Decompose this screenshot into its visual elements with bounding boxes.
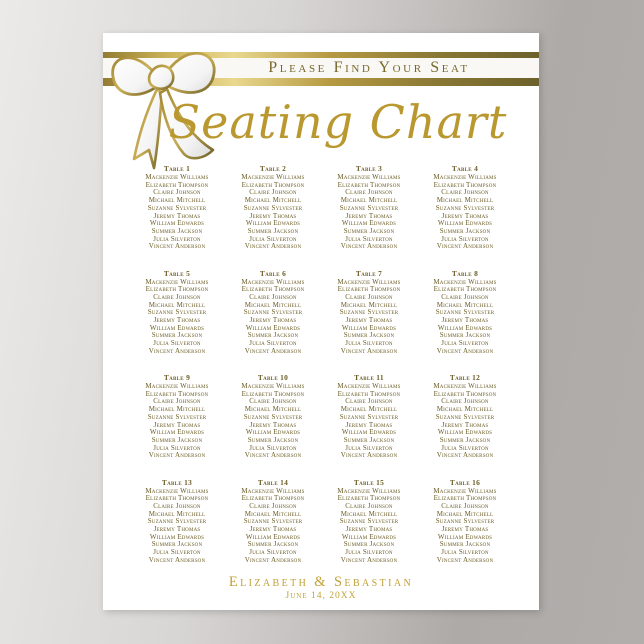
guest-name: Elizabeth Thompson bbox=[433, 180, 497, 189]
table-label: Table 7 bbox=[355, 268, 383, 278]
banner-text: Please Find Your Seat bbox=[268, 59, 470, 76]
guest-name: Jeremy Thomas bbox=[441, 420, 489, 429]
guest-name: Mackenzie Williams bbox=[433, 277, 497, 286]
guest-name: Vincent Anderson bbox=[148, 555, 206, 564]
guest-name: Claire Johnson bbox=[441, 188, 489, 197]
guest-name: Jeremy Thomas bbox=[441, 211, 489, 220]
guest-name: Elizabeth Thompson bbox=[241, 389, 305, 398]
table-label: Table 4 bbox=[451, 164, 479, 173]
guest-name: Jeremy Thomas bbox=[249, 420, 297, 429]
table-cell bbox=[131, 373, 223, 459]
guest-name: Jeremy Thomas bbox=[249, 525, 297, 534]
guest-name: William Edwards bbox=[437, 428, 493, 437]
guest-name: Mackenzie Williams bbox=[241, 277, 305, 286]
guest-name: Mackenzie Williams bbox=[145, 173, 209, 181]
guest-name: Julia Silverton bbox=[249, 339, 297, 348]
guest-name: Suzanne Sylvester bbox=[147, 203, 207, 212]
table-cell bbox=[323, 164, 415, 250]
table-cell bbox=[131, 164, 223, 250]
guest-name: Vincent Anderson bbox=[148, 242, 206, 251]
guest-name: Julia Silverton bbox=[345, 234, 393, 243]
guest-name: Suzanne Sylvester bbox=[339, 412, 399, 421]
table-label: Table 12 bbox=[449, 373, 481, 382]
guest-name: Michael Mitchell bbox=[340, 509, 398, 518]
guest-name: Mackenzie Williams bbox=[145, 382, 209, 390]
guest-name: Claire Johnson bbox=[249, 292, 297, 301]
guest-name: Elizabeth Thompson bbox=[337, 494, 401, 503]
table-cell bbox=[227, 164, 319, 250]
guest-name: Mackenzie Williams bbox=[433, 486, 497, 495]
guest-name: William Edwards bbox=[149, 428, 205, 437]
guest-name: Michael Mitchell bbox=[436, 300, 494, 309]
guest-name: Elizabeth Thompson bbox=[337, 389, 401, 398]
guest-name: Julia Silverton bbox=[249, 443, 297, 452]
guest-name: Michael Mitchell bbox=[148, 405, 206, 414]
table-cell bbox=[419, 373, 511, 459]
guest-name: Elizabeth Thompson bbox=[145, 389, 209, 398]
tables-grid bbox=[131, 164, 511, 564]
table-label: Table 3 bbox=[355, 164, 383, 173]
guest-name: Jeremy Thomas bbox=[345, 211, 393, 220]
poster-title-text: Seating Chart bbox=[168, 95, 508, 149]
guest-name: Suzanne Sylvester bbox=[339, 203, 399, 212]
guest-name: Julia Silverton bbox=[249, 548, 297, 557]
guest-name: Julia Silverton bbox=[441, 339, 489, 348]
table-cell bbox=[419, 269, 511, 355]
guest-name: Claire Johnson bbox=[153, 188, 201, 197]
guest-name: Claire Johnson bbox=[249, 397, 297, 406]
guest-name: Summer Jackson bbox=[247, 226, 299, 235]
guest-name: Michael Mitchell bbox=[340, 300, 398, 309]
guest-name: Michael Mitchell bbox=[436, 509, 494, 518]
guest-name: Michael Mitchell bbox=[340, 196, 398, 205]
guest-name: Michael Mitchell bbox=[436, 405, 494, 414]
guest-name: Summer Jackson bbox=[151, 540, 203, 549]
guest-name: Summer Jackson bbox=[439, 540, 491, 549]
guest-name: Jeremy Thomas bbox=[153, 211, 201, 220]
guest-name: Michael Mitchell bbox=[148, 300, 206, 309]
guest-name: Julia Silverton bbox=[345, 339, 393, 348]
guest-name: William Edwards bbox=[245, 428, 301, 437]
guest-name: Claire Johnson bbox=[345, 397, 393, 406]
guest-name: William Edwards bbox=[437, 219, 493, 228]
guest-name: William Edwards bbox=[245, 323, 301, 332]
guest-name: Jeremy Thomas bbox=[441, 525, 489, 534]
guest-name: Jeremy Thomas bbox=[249, 316, 297, 325]
table-label: Table 2 bbox=[259, 164, 287, 173]
guest-name: Vincent Anderson bbox=[244, 242, 302, 251]
guest-name: Michael Mitchell bbox=[244, 405, 302, 414]
guest-name: Michael Mitchell bbox=[244, 300, 302, 309]
table-label: Table 16 bbox=[449, 477, 481, 487]
table-cell bbox=[323, 269, 415, 355]
table-cell bbox=[227, 373, 319, 459]
guest-name: Elizabeth Thompson bbox=[241, 494, 305, 503]
guest-name: William Edwards bbox=[149, 219, 205, 228]
guest-name: Michael Mitchell bbox=[244, 509, 302, 518]
guest-name: Mackenzie Williams bbox=[337, 486, 401, 495]
table-label: Table 9 bbox=[163, 373, 191, 382]
guest-name: William Edwards bbox=[437, 532, 493, 541]
guest-name: Summer Jackson bbox=[439, 226, 491, 235]
guest-name: Julia Silverton bbox=[441, 234, 489, 243]
table-label: Table 10 bbox=[257, 373, 289, 382]
guest-name: Mackenzie Williams bbox=[337, 173, 401, 181]
guest-name: Vincent Anderson bbox=[340, 555, 398, 564]
guest-name: William Edwards bbox=[149, 532, 205, 541]
poster-title bbox=[103, 89, 539, 155]
guest-name: Suzanne Sylvester bbox=[147, 308, 207, 317]
table-label: Table 13 bbox=[161, 477, 193, 487]
guest-name: William Edwards bbox=[341, 532, 397, 541]
guest-name: Claire Johnson bbox=[249, 188, 297, 197]
table-label: Table 6 bbox=[259, 268, 287, 278]
guest-name: Vincent Anderson bbox=[436, 451, 494, 460]
guest-name: Elizabeth Thompson bbox=[337, 285, 401, 294]
guest-name: Suzanne Sylvester bbox=[147, 412, 207, 421]
guest-name: Summer Jackson bbox=[439, 331, 491, 340]
guest-name: Claire Johnson bbox=[441, 292, 489, 301]
couple-names: Elizabeth & Sebastian bbox=[228, 574, 414, 590]
guest-name: Julia Silverton bbox=[249, 234, 297, 243]
guest-name: Suzanne Sylvester bbox=[243, 517, 303, 526]
guest-name: Claire Johnson bbox=[345, 501, 393, 510]
guest-name: Julia Silverton bbox=[345, 443, 393, 452]
guest-name: Julia Silverton bbox=[153, 234, 201, 243]
guest-name: Elizabeth Thompson bbox=[145, 180, 209, 189]
guest-name: Vincent Anderson bbox=[436, 555, 494, 564]
guest-name: Mackenzie Williams bbox=[241, 486, 305, 495]
guest-name: Elizabeth Thompson bbox=[337, 180, 401, 189]
guest-name: Claire Johnson bbox=[345, 292, 393, 301]
guest-name: Summer Jackson bbox=[343, 226, 395, 235]
guest-name: Jeremy Thomas bbox=[345, 420, 393, 429]
guest-name: Vincent Anderson bbox=[340, 242, 398, 251]
guest-name: Michael Mitchell bbox=[148, 509, 206, 518]
guest-name: Mackenzie Williams bbox=[433, 382, 497, 390]
table-label: Table 8 bbox=[451, 268, 479, 278]
guest-name: Summer Jackson bbox=[151, 331, 203, 340]
guest-name: Vincent Anderson bbox=[436, 242, 494, 251]
guest-name: Suzanne Sylvester bbox=[435, 308, 495, 317]
guest-name: Vincent Anderson bbox=[340, 346, 398, 355]
guest-name: Vincent Anderson bbox=[340, 451, 398, 460]
guest-name: Julia Silverton bbox=[441, 443, 489, 452]
guest-name: Summer Jackson bbox=[151, 226, 203, 235]
guest-name: Claire Johnson bbox=[441, 397, 489, 406]
guest-name: Michael Mitchell bbox=[244, 196, 302, 205]
guest-name: Claire Johnson bbox=[249, 501, 297, 510]
guest-name: Mackenzie Williams bbox=[241, 173, 305, 181]
guest-name: William Edwards bbox=[245, 219, 301, 228]
guest-name: Elizabeth Thompson bbox=[241, 180, 305, 189]
guest-name: Jeremy Thomas bbox=[153, 316, 201, 325]
guest-name: Vincent Anderson bbox=[436, 346, 494, 355]
table-label: Table 15 bbox=[353, 477, 385, 487]
table-cell bbox=[323, 373, 415, 459]
table-label: Table 5 bbox=[163, 268, 191, 278]
guest-name: Mackenzie Williams bbox=[145, 277, 209, 286]
guest-name: Elizabeth Thompson bbox=[433, 285, 497, 294]
guest-name: Claire Johnson bbox=[345, 188, 393, 197]
poster-footer bbox=[103, 574, 539, 602]
guest-name: Jeremy Thomas bbox=[153, 420, 201, 429]
guest-name: Suzanne Sylvester bbox=[435, 203, 495, 212]
guest-name: William Edwards bbox=[341, 428, 397, 437]
guest-name: Elizabeth Thompson bbox=[145, 494, 209, 503]
guest-name: Jeremy Thomas bbox=[153, 525, 201, 534]
guest-name: Mackenzie Williams bbox=[145, 486, 209, 495]
guest-name: Vincent Anderson bbox=[244, 555, 302, 564]
guest-name: Jeremy Thomas bbox=[345, 316, 393, 325]
guest-name: Vincent Anderson bbox=[148, 346, 206, 355]
guest-name: William Edwards bbox=[245, 532, 301, 541]
guest-name: Julia Silverton bbox=[153, 443, 201, 452]
guest-name: Michael Mitchell bbox=[436, 196, 494, 205]
seating-chart-poster bbox=[103, 33, 539, 610]
guest-name: Mackenzie Williams bbox=[241, 382, 305, 390]
table-cell bbox=[131, 478, 223, 564]
table-label: Table 1 bbox=[163, 164, 191, 173]
guest-name: William Edwards bbox=[341, 323, 397, 332]
guest-name: Summer Jackson bbox=[343, 540, 395, 549]
guest-name: Summer Jackson bbox=[247, 540, 299, 549]
guest-name: Suzanne Sylvester bbox=[243, 412, 303, 421]
guest-name: Suzanne Sylvester bbox=[243, 308, 303, 317]
guest-name: Claire Johnson bbox=[153, 292, 201, 301]
guest-name: Julia Silverton bbox=[345, 548, 393, 557]
table-cell bbox=[419, 164, 511, 250]
guest-name: Elizabeth Thompson bbox=[433, 494, 497, 503]
guest-name: Julia Silverton bbox=[153, 339, 201, 348]
guest-name: Suzanne Sylvester bbox=[147, 517, 207, 526]
guest-name: Elizabeth Thompson bbox=[241, 285, 305, 294]
guest-name: Jeremy Thomas bbox=[345, 525, 393, 534]
guest-name: Suzanne Sylvester bbox=[339, 308, 399, 317]
guest-name: Elizabeth Thompson bbox=[145, 285, 209, 294]
guest-name: Michael Mitchell bbox=[340, 405, 398, 414]
guest-name: Michael Mitchell bbox=[148, 196, 206, 205]
guest-name: Julia Silverton bbox=[441, 548, 489, 557]
guest-name: Jeremy Thomas bbox=[249, 211, 297, 220]
guest-name: William Edwards bbox=[149, 323, 205, 332]
table-label: Table 14 bbox=[257, 477, 289, 487]
guest-name: Vincent Anderson bbox=[148, 451, 206, 460]
guest-name: Claire Johnson bbox=[153, 397, 201, 406]
event-date: June 14, 20XX bbox=[285, 591, 357, 601]
guest-name: Summer Jackson bbox=[439, 435, 491, 444]
table-cell bbox=[419, 478, 511, 564]
guest-name: Suzanne Sylvester bbox=[435, 517, 495, 526]
guest-name: Jeremy Thomas bbox=[441, 316, 489, 325]
guest-name: Summer Jackson bbox=[343, 331, 395, 340]
guest-name: Vincent Anderson bbox=[244, 346, 302, 355]
guest-name: William Edwards bbox=[341, 219, 397, 228]
table-label: Table 11 bbox=[354, 373, 384, 382]
guest-name: Suzanne Sylvester bbox=[435, 412, 495, 421]
guest-name: Mackenzie Williams bbox=[433, 173, 497, 181]
guest-name: Mackenzie Williams bbox=[337, 382, 401, 390]
guest-name: Suzanne Sylvester bbox=[339, 517, 399, 526]
guest-name: Claire Johnson bbox=[153, 501, 201, 510]
guest-name: Vincent Anderson bbox=[244, 451, 302, 460]
table-cell bbox=[227, 269, 319, 355]
table-cell bbox=[131, 269, 223, 355]
guest-name: Summer Jackson bbox=[343, 435, 395, 444]
guest-name: Claire Johnson bbox=[441, 501, 489, 510]
guest-name: Suzanne Sylvester bbox=[243, 203, 303, 212]
guest-name: Julia Silverton bbox=[153, 548, 201, 557]
guest-name: William Edwards bbox=[437, 323, 493, 332]
table-cell bbox=[227, 478, 319, 564]
guest-name: Elizabeth Thompson bbox=[433, 389, 497, 398]
guest-name: Summer Jackson bbox=[247, 435, 299, 444]
guest-name: Summer Jackson bbox=[247, 331, 299, 340]
guest-name: Mackenzie Williams bbox=[337, 277, 401, 286]
guest-name: Summer Jackson bbox=[151, 435, 203, 444]
table-cell bbox=[323, 478, 415, 564]
